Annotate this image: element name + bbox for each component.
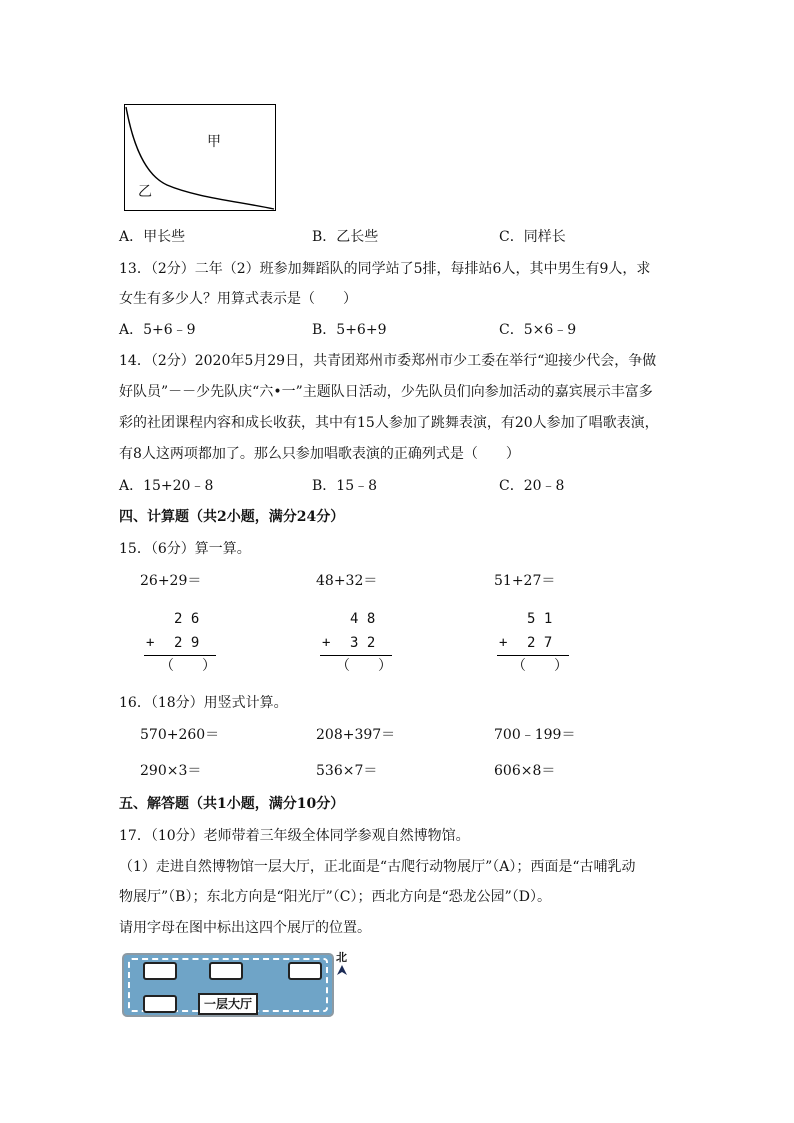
q15-v2-bottom: 3 2 [350, 635, 376, 651]
q15-v1-answer: （ ） [160, 658, 216, 674]
q17-instruction: 请用字母在图中标出这四个展厅的位置。 [119, 920, 371, 936]
q13-line2: 女生有多少人？用算式表示是（ ） [119, 291, 357, 307]
q14-line3: 彩的社团课程内容和成长收获，其中有15人参加了跳舞表演，有20人参加了唱歌表演， [119, 415, 659, 431]
q15-v3-top: 5 1 [527, 611, 553, 627]
q15-v3-answer: （ ） [512, 658, 568, 674]
q15-title: 15．（6分）算一算。 [119, 541, 251, 557]
q15-eq-3: 51+27＝ [494, 573, 556, 589]
room-box-northeast[interactable] [288, 962, 322, 980]
q14-line2: 好队员”－－少先队庆“六•一”主题队日活动，少先队员们向参加活动的嘉宾展示丰富多 [119, 384, 653, 400]
q13-option-a: A．5+6﹣9 [119, 322, 196, 338]
q13-line1: 13．（2分）二年（2）班参加舞蹈队的同学站了5排，每排站6人，其中男生有9人，求 [119, 261, 651, 277]
q15-v3-op: + [499, 635, 508, 651]
q14-line4: 有8人这两项都加了。那么只参加唱歌表演的正确列式是（ ） [119, 446, 520, 462]
q14-option-a: A．15+20﹣8 [119, 478, 214, 494]
north-arrow-icon [337, 965, 347, 975]
room-box-west[interactable] [143, 995, 177, 1013]
label-yi: 乙 [138, 184, 152, 200]
q13-option-b: B．5+6+9 [312, 322, 387, 338]
q14-line1: 14．（2分）2020年5月29日，共青团郑州市委郑州市少工委在举行“迎接少代会，争做 [119, 353, 657, 369]
q14-option-b: B．15﹣8 [312, 478, 378, 494]
q15-v2-op: + [322, 635, 331, 651]
q16-item-3: 700﹣199＝ [494, 727, 576, 743]
north-label: 北 [336, 951, 347, 964]
section5-title: 五、解答题（共1小题，满分10分） [119, 796, 345, 812]
label-jia: 甲 [207, 134, 221, 150]
q16-title: 16．（18分）用竖式计算。 [119, 695, 288, 711]
room-box-north[interactable] [209, 962, 243, 980]
q15-eq-2: 48+32＝ [316, 573, 378, 589]
q12-option-b: B．乙长些 [312, 229, 379, 245]
q17-part1-line2: 物展厅”（B）；东北方向是“阳光厅”（C）；西北方向是“恐龙公园”（D）。 [119, 889, 552, 905]
q17-title: 17．（10分）老师带着三年级全体同学参观自然博物馆。 [119, 828, 470, 844]
hall-box: 一层大厅 [198, 993, 258, 1015]
q15-eq-1: 26+29＝ [140, 573, 202, 589]
section4-title: 四、计算题（共2小题，满分24分） [119, 509, 345, 525]
q16-item-2: 208+397＝ [316, 727, 396, 743]
q13-option-c: C．5×6﹣9 [499, 322, 577, 338]
q16-item-1: 570+260＝ [140, 727, 220, 743]
q15-v1-op: + [146, 635, 155, 651]
q12-option-a: A．甲长些 [119, 229, 186, 245]
q15-v1-bottom: 2 9 [174, 635, 200, 651]
q16-item-5: 536×7＝ [316, 763, 378, 779]
room-box-northwest[interactable] [143, 962, 177, 980]
q15-v2-top: 4 8 [350, 611, 376, 627]
q12-option-c: C．同样长 [499, 229, 566, 245]
q15-v3-bottom: 2 7 [527, 635, 553, 651]
q16-item-6: 606×8＝ [494, 763, 556, 779]
q16-item-4: 290×3＝ [140, 763, 202, 779]
q17-part1-line1: （1）走进自然博物馆一层大厅，正北面是“古爬行动物展厅”（A）；西面是“古哺乳动 [119, 859, 636, 875]
q15-v2-answer: （ ） [336, 658, 392, 674]
q14-option-c: C．20﹣8 [499, 478, 565, 494]
q15-v1-top: 2 6 [174, 611, 200, 627]
